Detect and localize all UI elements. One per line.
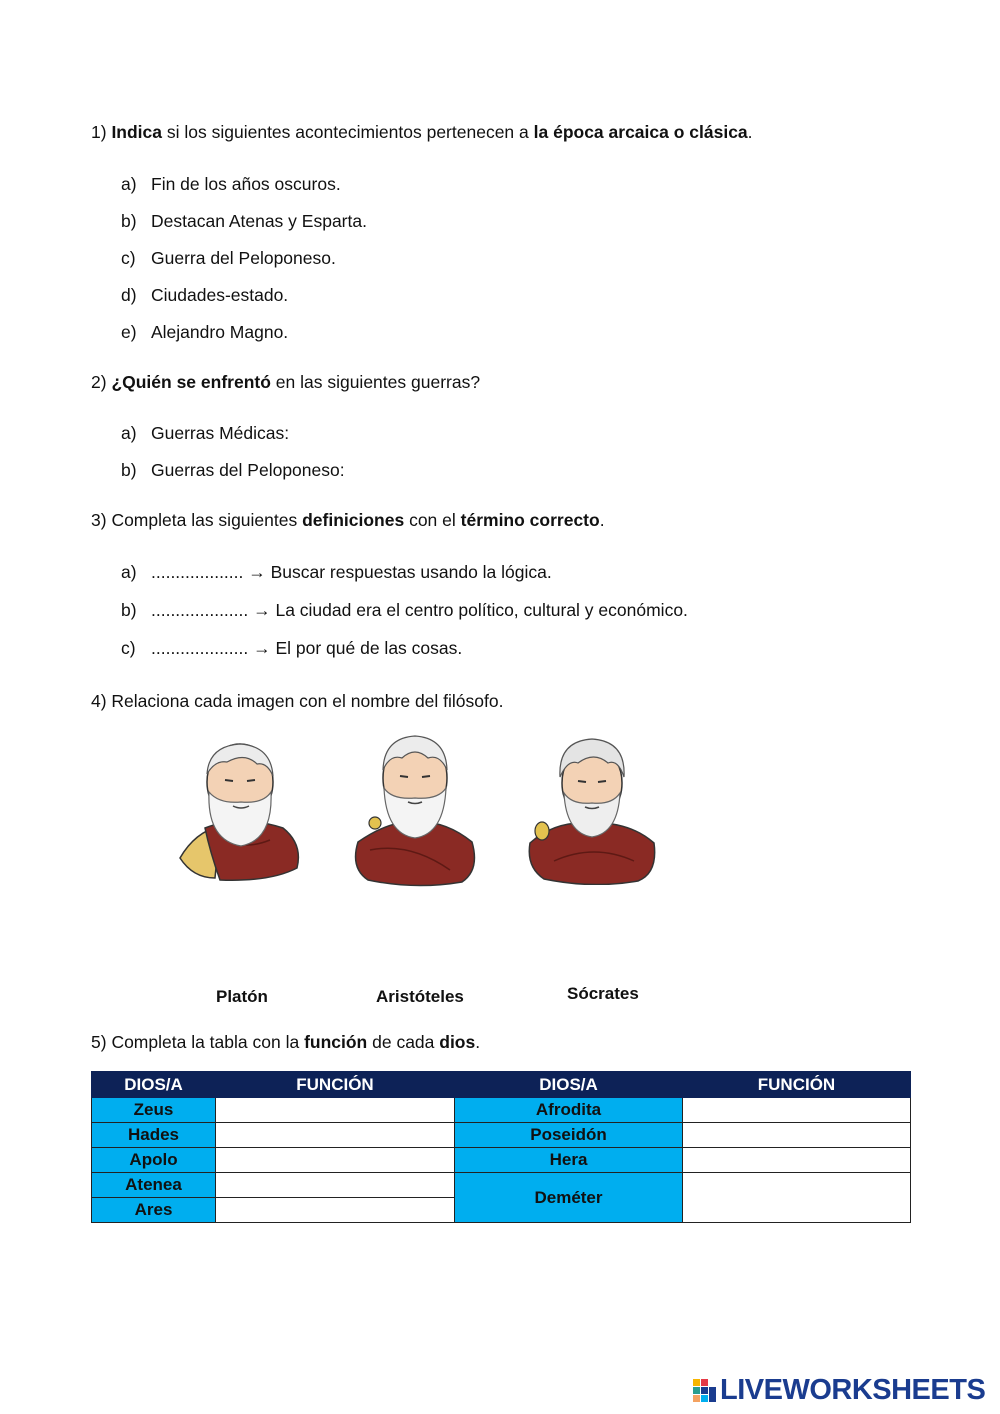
funcion-input-atenea[interactable]: [216, 1173, 455, 1198]
table-row: [92, 1123, 911, 1148]
gods-table: [91, 1071, 911, 1223]
q1-item-a: a) Fin de los años oscuros.: [121, 174, 341, 194]
logo-text: LIVEWORKSHEETS: [720, 1374, 986, 1406]
god-zeus: Zeus: [92, 1098, 216, 1123]
q2-item-b: b) Guerras del Peloponeso:: [121, 460, 345, 480]
funcion-input-poseidon[interactable]: [683, 1123, 911, 1148]
philosopher-bust-3[interactable]: [524, 733, 659, 885]
q3-item-c: c) .................... → El por qué de las cosas.: [121, 638, 463, 658]
q1-item-e: e) Alejandro Magno.: [121, 322, 289, 342]
q3-item-b: b) .................... → La ciudad era el centro político, cultural y económico.: [121, 600, 688, 620]
god-hera: Hera: [455, 1148, 683, 1173]
q2-item-a: a) Guerras Médicas:: [121, 423, 290, 443]
god-afrodita: Afrodita: [455, 1098, 683, 1123]
philosopher-bust-1[interactable]: [175, 740, 305, 885]
question-4: 4) Relaciona cada imagen con el nombre del filósofo.: [91, 691, 504, 711]
funcion-input-demeter[interactable]: [683, 1173, 911, 1223]
header-funcion-left: FUNCIÓN: [216, 1072, 455, 1098]
question-2: 2) ¿Quién se enfrentó en las siguientes guerras?: [91, 372, 481, 392]
philosopher-bust-2[interactable]: [350, 730, 480, 888]
table-row: [92, 1148, 911, 1173]
question-5: 5) Completa la tabla con la función de cada dios.: [91, 1032, 481, 1052]
god-ares: Ares: [92, 1198, 216, 1223]
name-aristoteles[interactable]: Aristóteles: [376, 987, 464, 1006]
god-demeter: Deméter: [455, 1173, 683, 1223]
name-platon[interactable]: Platón: [216, 987, 268, 1006]
funcion-input-apolo[interactable]: [216, 1148, 455, 1173]
table-row: [92, 1098, 911, 1123]
table-row: [92, 1173, 911, 1198]
header-dios-left: DIOS/A: [92, 1072, 216, 1098]
god-apolo: Apolo: [92, 1148, 216, 1173]
god-poseidon: Poseidón: [455, 1123, 683, 1148]
funcion-input-zeus[interactable]: [216, 1098, 455, 1123]
table-header-row: [92, 1072, 911, 1098]
question-3: 3) Completa las siguientes definiciones con el término correcto.: [91, 510, 605, 530]
funcion-input-ares[interactable]: [216, 1198, 455, 1223]
q1-item-b: b) Destacan Atenas y Esparta.: [121, 211, 367, 231]
god-atenea: Atenea: [92, 1173, 216, 1198]
q3-item-a: a) ................... → Buscar respuestas usando la lógica.: [121, 562, 552, 582]
funcion-input-hera[interactable]: [683, 1148, 911, 1173]
liveworksheets-logo[interactable]: [693, 1374, 985, 1407]
funcion-input-afrodita[interactable]: [683, 1098, 911, 1123]
q1-item-c: c) Guerra del Peloponeso.: [121, 248, 336, 268]
name-socrates[interactable]: Sócrates: [567, 984, 639, 1003]
funcion-input-hades[interactable]: [216, 1123, 455, 1148]
logo-blocks-icon: [693, 1379, 717, 1403]
q1-item-d: d) Ciudades-estado.: [121, 285, 289, 305]
question-1: 1) Indica si los siguientes acontecimientos pertenecen a la época arcaica o clásica.: [91, 122, 753, 142]
header-dios-right: DIOS/A: [455, 1072, 683, 1098]
header-funcion-right: FUNCIÓN: [683, 1072, 911, 1098]
god-hades: Hades: [92, 1123, 216, 1148]
